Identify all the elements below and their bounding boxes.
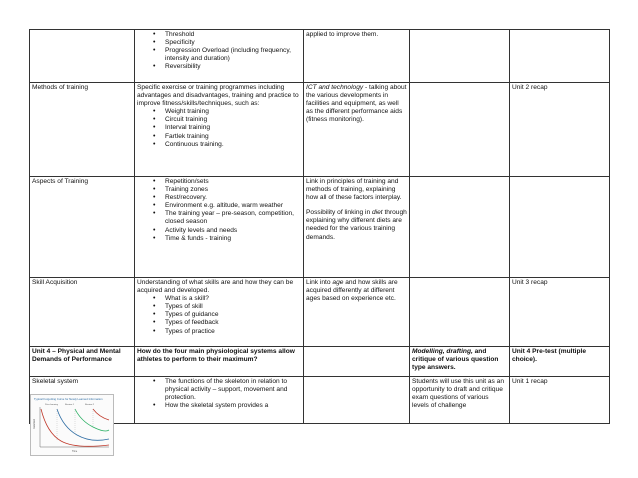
links-text-b: and how skills are acquired differently at different ages based on experience etc. [306, 279, 398, 303]
list-item: • Circuit training [165, 116, 301, 124]
list-item: • Types of practice [165, 328, 301, 336]
curve-line [57, 409, 109, 440]
list-item: • Training zones [165, 186, 301, 194]
links-text-a: Link into [306, 279, 333, 286]
recap-cell [510, 30, 610, 83]
assessment-cell [410, 30, 510, 83]
topic-cell: Methods of training [30, 83, 135, 177]
y-axis-label: Retention [33, 418, 36, 429]
table-row [30, 278, 610, 347]
list-item: • Types of guidance [165, 311, 301, 319]
links-text: - talking about the various developments in facilities and equipment, as well as the different performance aids (fitness monitoring). [306, 84, 407, 124]
unit-title-cell: Unit 4 – Physical and Mental Demands of Performance [30, 347, 135, 377]
table-row [30, 347, 610, 377]
intro-text: Specific exercise or training programmes including advantages and disadvantages, training and practice to improve fitness/skills/techniques, such as: [137, 84, 299, 108]
list-item: • Rest/recovery. [165, 194, 301, 202]
list-item: • How the skeletal system provides a [165, 402, 301, 410]
recap-cell: Unit 1 recap [510, 377, 610, 424]
links-cell [304, 177, 410, 278]
table-row [30, 177, 610, 278]
list-item: • Specificity [165, 39, 301, 47]
list-item: • Progression Overload (including frequency, intensity and duration) [165, 47, 301, 63]
legend-label: Review 2 [85, 404, 94, 406]
key-question-cell: How do the four main physiological systems allow athletes to perform to their maximum? [135, 347, 304, 377]
topic-cell: Aspects of Training [30, 177, 135, 278]
forgetting-curve-graph [31, 395, 113, 455]
x-axis-label: Time [72, 450, 78, 453]
topic-cell: Skeletal system [30, 377, 135, 424]
bullet-list [137, 108, 301, 148]
table-row [30, 30, 610, 83]
topic-cell [30, 30, 135, 83]
content-cell [135, 83, 304, 177]
list-item: • Fartlek training [165, 133, 301, 141]
list-item: • Environment e.g. altitude, warm weather [165, 202, 301, 210]
list-item: • Types of skill [165, 303, 301, 311]
list-item: • The training year – pre-season, competition, closed season [165, 210, 301, 226]
list-item: • What is a skill? [165, 295, 301, 303]
intro-text: Understanding of what skills are and how they can be acquired and developed. [137, 279, 294, 295]
links-text: Link in principles of training and methods of training, explaining how all of these factors interplay. [306, 178, 402, 202]
bullet-list [137, 295, 301, 335]
links-cell: applied to improve them. [304, 30, 410, 83]
list-item: • Continuous training. [165, 141, 301, 149]
table-row [30, 377, 610, 424]
content-cell [135, 177, 304, 278]
legend-label: Prior learning [45, 404, 59, 406]
links-text-a: Possibility of linking in [306, 209, 372, 217]
list-item: • Time & funds - training [165, 235, 301, 243]
topic-cell: Skill Acquisition [30, 278, 135, 347]
links-text-b: through explaining why different diets are needed for the various training demands. [306, 209, 407, 241]
links-emphasis: diet [371, 209, 383, 217]
list-item: • Repetition/sets [165, 178, 301, 186]
list-item: • Threshold [165, 31, 301, 39]
recap-cell: Unit 3 recap [510, 278, 610, 347]
list-item: • Types of feedback [165, 319, 301, 327]
links-text [306, 209, 407, 241]
content-cell [135, 30, 304, 83]
list-item: • Reversibility [165, 63, 301, 71]
links-cell [304, 83, 410, 177]
content-cell [135, 377, 304, 424]
links-cell [304, 377, 410, 424]
recap-cell: Unit 2 recap [510, 83, 610, 177]
assessment-text: and critique of various question type answers. [412, 348, 499, 372]
table-row [30, 83, 610, 177]
forgetting-curve-thumbnail [30, 394, 114, 456]
bullet-list [137, 31, 301, 71]
bullet-list [137, 378, 301, 410]
links-cell [304, 347, 410, 377]
content-cell [135, 278, 304, 347]
links-cell [304, 278, 410, 347]
assessment-cell: Students will use this unit as an opportunity to draft and critique exam questions of various levels of challenge [410, 377, 510, 424]
curve-line [75, 409, 109, 431]
bullet-list [137, 178, 301, 243]
legend-label: Review 1 [65, 404, 74, 406]
assessment-cell [410, 278, 510, 347]
assessment-cell [410, 347, 510, 377]
recap-cell [510, 177, 610, 278]
list-item: • Activity levels and needs [165, 227, 301, 235]
links-emphasis: ICT and technology [306, 84, 364, 91]
recap-cell: Unit 4 Pre-test (multiple choice). [510, 347, 610, 377]
list-item: • Weight training [165, 108, 301, 116]
assessment-cell [410, 177, 510, 278]
assessment-cell [410, 83, 510, 177]
graph-title: Typical Forgetting Curve for Newly Learned Information [34, 397, 103, 401]
list-item: • Interval training [165, 124, 301, 132]
assessment-emphasis: Modelling, drafting, [412, 348, 473, 355]
curve-line [93, 409, 109, 420]
links-emphasis: age [332, 279, 344, 286]
list-item: • The functions of the skeleton in relation to physical activity – support, movement and protection. [165, 378, 301, 402]
scheme-of-work-table [29, 29, 610, 424]
